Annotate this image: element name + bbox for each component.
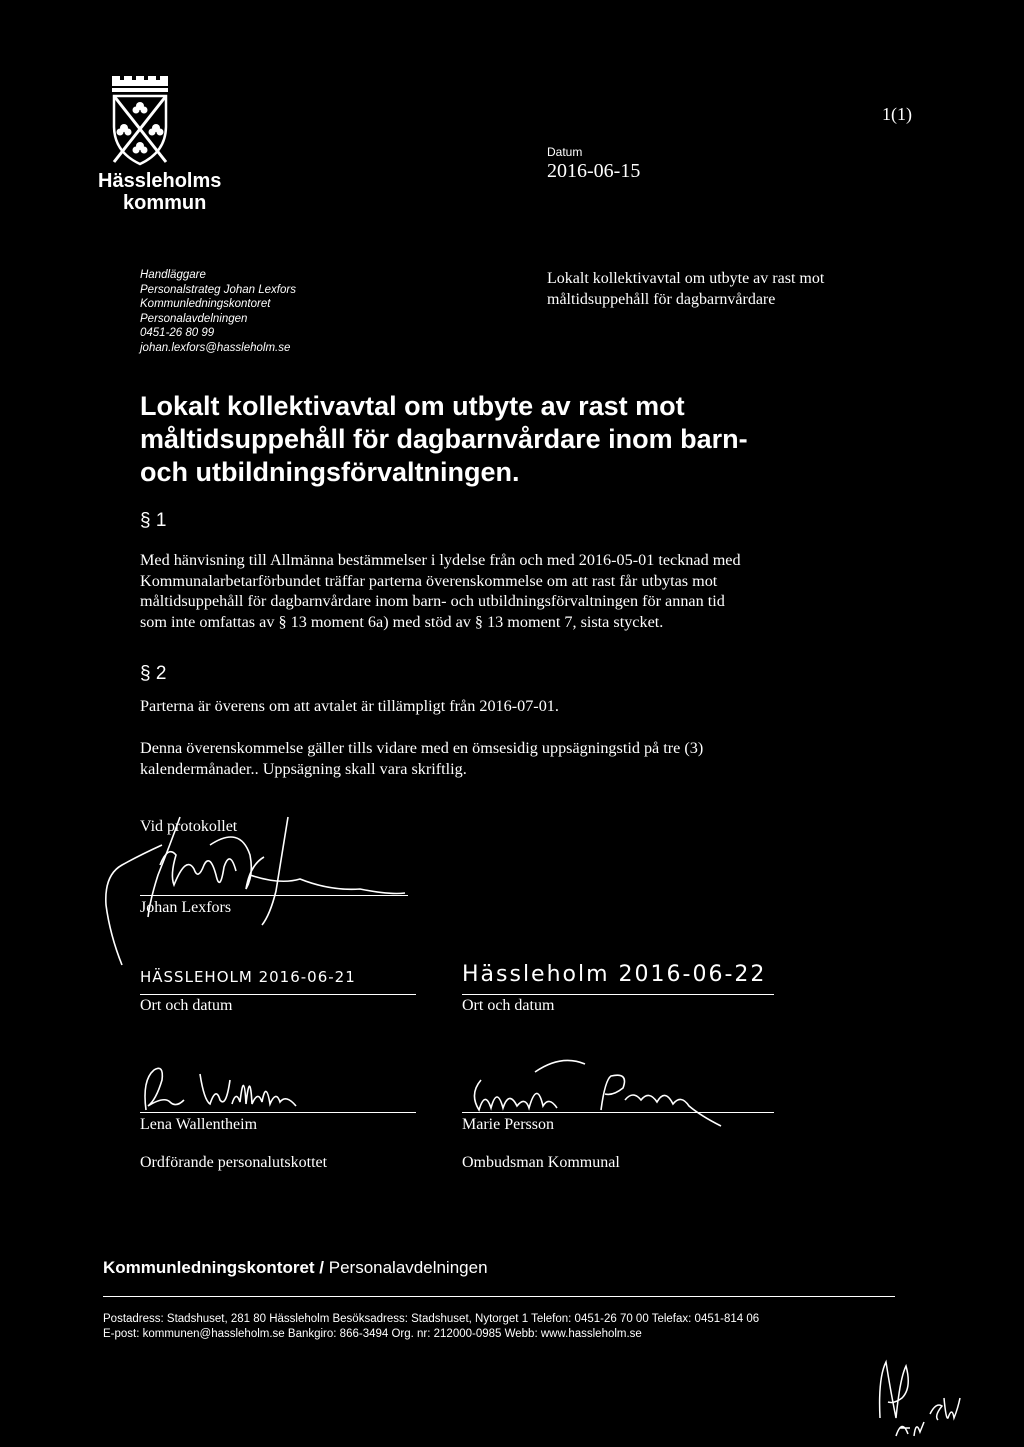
footer-divider — [103, 1296, 895, 1297]
footer-dept-bold: Kommunledningskontoret / — [103, 1258, 329, 1277]
subject-line: måltidsuppehåll för dagbarnvårdare — [547, 291, 776, 308]
handler-label: Handläggare — [140, 269, 206, 281]
subject-block — [547, 268, 907, 310]
signature-johan-lexfors — [100, 805, 410, 975]
paragraph-line: Kommunalarbetarförbundet träffar parterna överenskommelse om att rast får utbytas mot — [140, 571, 718, 590]
footer-contact-line: E-post: kommunen@hassleholm.se Bankgiro: 866-3494 Org. nr: 212000-0985 Webb: www.hassleholm.se — [103, 1328, 642, 1340]
footer-address — [103, 1312, 759, 1342]
section-2-paragraph: Parterna är överens om att avtalet är tillämpligt från 2016-07-01. — [140, 697, 559, 715]
date-value: 2016-06-15 — [547, 160, 641, 182]
handwritten-place-date-2: Hässleholm 2016-06-22 — [462, 962, 767, 987]
handler-phone: 0451-26 80 99 — [140, 327, 215, 339]
signature-line-3 — [462, 1112, 774, 1113]
place-date-line-2 — [462, 994, 774, 995]
handler-block — [140, 268, 296, 355]
section-2-mark: § 2 — [140, 663, 167, 684]
heading-line: Lokalt kollektivavtal om utbyte av rast mot — [140, 391, 685, 421]
handwritten-initials — [872, 1358, 962, 1438]
section-1-paragraph — [140, 550, 860, 632]
paragraph-line: kalendermånader.. Uppsägning skall vara skriftlig. — [140, 759, 467, 778]
signature-line — [140, 895, 408, 896]
place-date-label-2: Ort och datum — [462, 997, 555, 1014]
paragraph-line: Denna överenskommelse gäller tills vidare med en ömsesidig uppsägningstid på tre (3) — [140, 739, 704, 757]
signer-2-name: Lena Wallentheim — [140, 1116, 258, 1133]
handwritten-place-date-1: HÄSSLEHOLM 2016-06-21 — [140, 968, 356, 986]
footer-address-line: Postadress: Stadshuset, 281 80 Hässleholm Besöksadress: Stadshuset, Nytorget 1 Telefon: 0451-26 70 00 Telefax: 0451-814 06 — [103, 1313, 760, 1325]
municipality-name — [98, 170, 222, 214]
signer-2-role: Ordförande personalutskottet — [140, 1154, 328, 1171]
place-date-label-1: Ort och datum — [140, 997, 233, 1014]
handler-office: Kommunledningskontoret — [140, 298, 271, 310]
municipality-name-line1: Hässleholms — [98, 170, 222, 192]
handler-department: Personalavdelningen — [140, 312, 248, 325]
signature-line-2 — [140, 1112, 416, 1113]
page-number: 1(1) — [882, 104, 912, 124]
signer-1-name: Johan Lexfors — [140, 899, 232, 916]
validity-paragraph — [140, 738, 860, 779]
signer-3-name: Marie Persson — [462, 1116, 554, 1133]
paragraph-line: som inte omfattas av § 13 moment 6a) med stöd av § 13 moment 7, sista stycket. — [140, 612, 664, 631]
handler-email: johan.lexfors@hassleholm.se — [140, 341, 291, 354]
section-1-mark: § 1 — [140, 510, 167, 531]
heading-line: måltidsuppehåll för dagbarnvårdare inom barn- — [140, 424, 748, 454]
footer-department — [103, 1258, 488, 1278]
signature-marie-persson — [465, 1050, 725, 1125]
document-heading — [140, 390, 840, 489]
footer-dept-normal: Personalavdelningen — [328, 1258, 488, 1277]
date-label: Datum — [547, 145, 583, 159]
vid-protokollet-label: Vid protokollet — [140, 818, 238, 835]
municipality-name-line2: kommun — [123, 192, 207, 214]
paragraph-line: måltidsuppehåll för dagbarnvårdare inom barn- och utbildningsförvaltningen för annan tid — [140, 592, 725, 610]
place-date-line-1 — [140, 994, 416, 995]
signature-lena-wallentheim — [140, 1060, 300, 1115]
paragraph-line: Med hänvisning till Allmänna bestämmelser i lydelse från och med 2016-05-01 tecknad med — [140, 551, 741, 569]
signer-3-role: Ombudsman Kommunal — [462, 1154, 620, 1171]
handler-title: Personalstrateg Johan Lexfors — [140, 283, 296, 296]
subject-line: Lokalt kollektivavtal om utbyte av rast mot — [547, 270, 825, 287]
heading-line: och utbildningsförvaltningen. — [140, 457, 520, 487]
municipality-crest-logo — [108, 76, 172, 168]
